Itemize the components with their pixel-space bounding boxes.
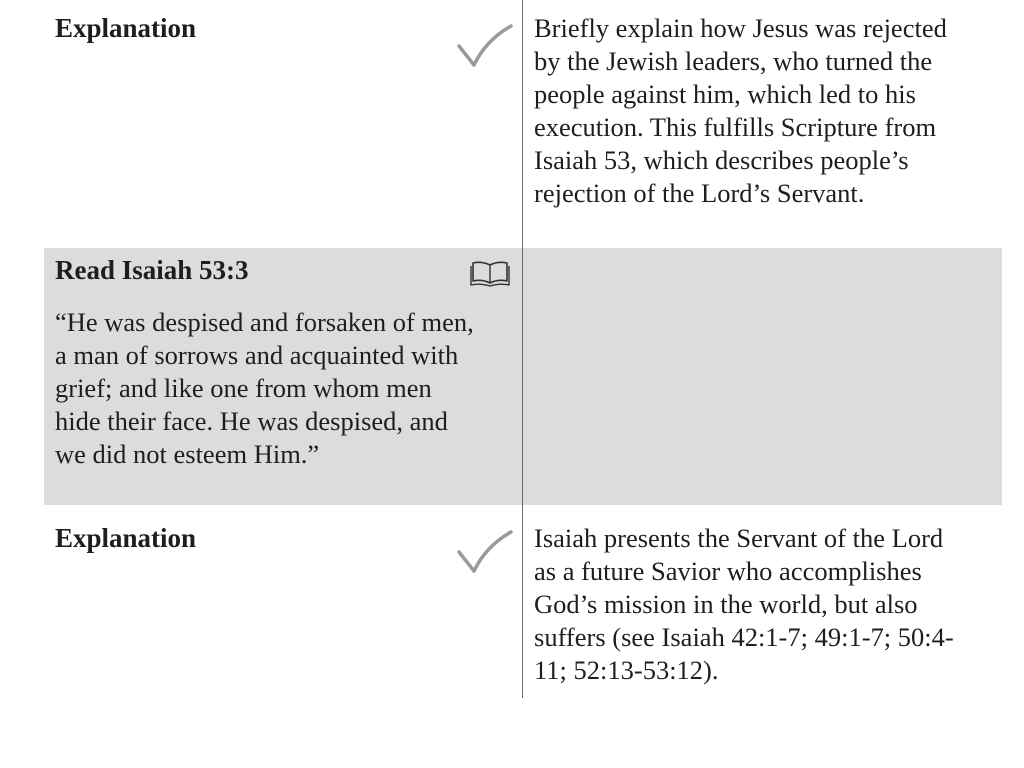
column-divider — [522, 0, 523, 698]
scripture-quote: “He was despised and forsaken of men, a man of sorrows and acquainted with grief; and like one from whom men hide their face. He was despised, and we did not esteem Him.” — [55, 307, 474, 469]
explanation-heading-2: Explanation — [55, 523, 197, 553]
open-book-icon — [470, 259, 510, 287]
checkmark-icon — [455, 22, 515, 72]
read-passage-heading: Read Isaiah 53:3 — [55, 255, 249, 285]
explanation-text-1: Briefly explain how Jesus was rejected by the Jewish leaders, who turned the people against him, which led to his execution. This fulfills Scripture from Isaiah 53, which describes people’s rejection of the Lord’s Servant. — [534, 13, 947, 208]
explanation-text-2: Isaiah presents the Servant of the Lord as a future Savior who accomplishes God’s mission in the world, but also suffers (see Isaiah 42:1-7; 49:1-7; 50:4- 11; 52:13-53:12). — [534, 523, 954, 685]
checkmark-icon — [455, 528, 515, 578]
explanation-heading-1: Explanation — [55, 13, 197, 43]
